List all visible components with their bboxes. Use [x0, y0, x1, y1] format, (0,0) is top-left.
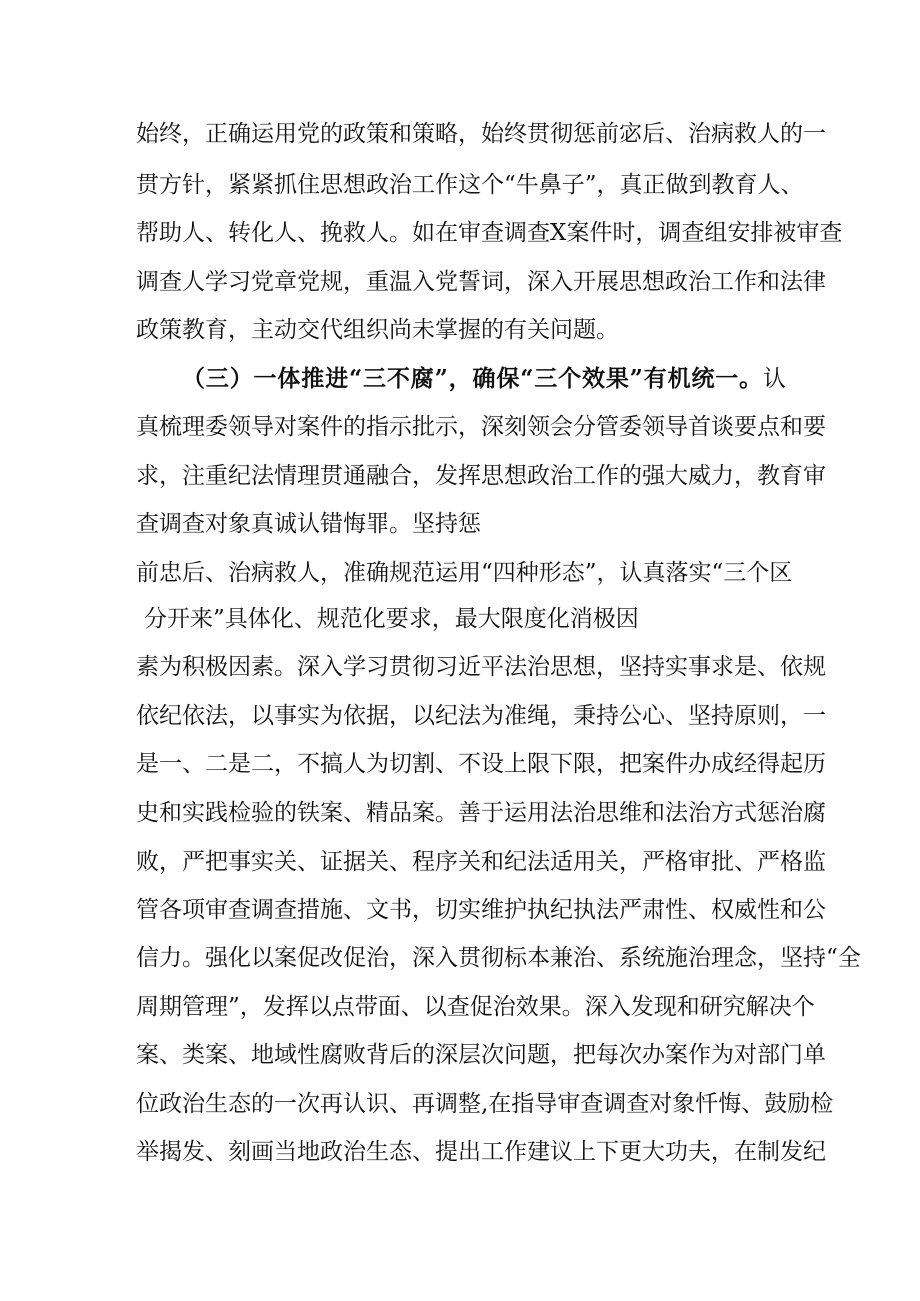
text-line: 依纪依法，以事实为依据，以纪法为准绳，秉持公心、坚持原则，一: [136, 703, 826, 729]
text-line: 始终，正确运用党的政策和策略，始终贯彻惩前宓后、治病救人的一: [136, 121, 826, 147]
text-line: 分开来”具体化、规范化要求，最大限度化消极因: [144, 606, 639, 632]
text-line: 位政治生态的一次再认识、再调整,在指导审查调查对象忏悔、鼓励检: [136, 1091, 834, 1117]
text-line: 贯方针，紧紧抓住思想政治工作这个“牛鼻子”，真正做到教育人、: [136, 172, 804, 198]
text-line: 调查人学习党章党规，重温入党誓词，深入开展思想政治工作和法律: [136, 269, 826, 295]
text-line: 史和实践检验的铁案、精品案。善于运用法治思维和法治方式惩治腐: [136, 800, 826, 826]
text-line: 前忠后、治病救人，准确规范运用“四种形态”，认真落实“三个区: [136, 560, 793, 586]
text-line: 真梳理委领导对案件的指示批示，深刻领会分管委领导首谈要点和要: [136, 414, 826, 440]
text-line: 帮助人、转化人、挽救人。如在审查调查X案件时，调查组安排被审查: [136, 220, 843, 246]
section-heading: （三）一体推进“三不腐”，确保“三个效果”有机统一。: [182, 365, 763, 392]
text-line: 素为积极因素。深入学习贯彻习近平法治思想，坚持实事求是、依规: [136, 654, 826, 680]
text-line: 管各项审查调查措施、文书，切实维护执纪执法严肃性、权威性和公: [136, 897, 826, 923]
text-line: 查调查对象真诚认错悔罪。坚持惩: [136, 511, 481, 537]
text-line: 案、类案、地域性腐败背后的深层次问题，把每次办案作为对部门单: [136, 1042, 826, 1068]
heading-continuation: 认: [763, 366, 786, 392]
text-line: 败，严把事实关、证据关、程序关和纪法适用关，严格审批、严格监: [136, 849, 826, 875]
text-line: 信力。强化以案促改促治，深入贯彻标本兼治、系统施治理念，坚持“全: [136, 945, 861, 971]
text-line: 周期管理”，发挥以点带面、以查促治效果。深入发现和研究解决个: [136, 994, 815, 1020]
text-line: 是一、二是二，不搞人为切割、不设上限下限，把案件办成经得起历: [136, 751, 826, 777]
section-heading-line: [182, 363, 786, 395]
text-line: 求，注重纪法情理贯通融合，发挥思想政治工作的强大威力，教育审: [136, 463, 826, 489]
text-line: 政策教育，主动交代组织尚未掌握的有关问题。: [136, 317, 619, 343]
text-line: 举揭发、刻画当地政治生态、提出工作建议上下更大功夫，在制发纪: [136, 1139, 826, 1165]
